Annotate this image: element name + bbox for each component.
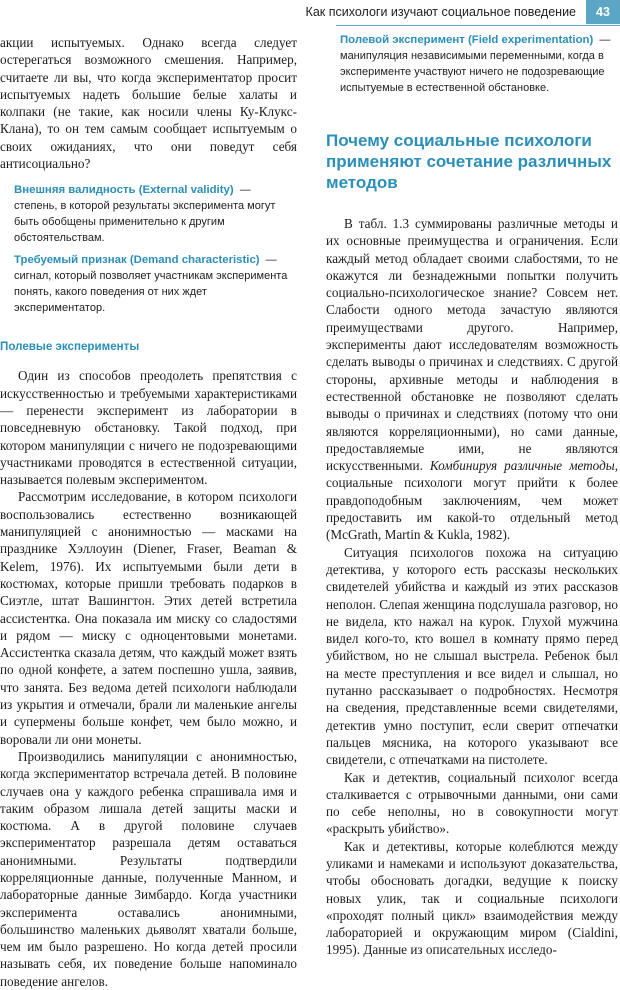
page-header [0,0,620,24]
term-field-experimentation: Полевой эксперимент (Field experimentation) — манипуляция независимыми переменными, когда в эксперименте участвуют ничего не подозревающие испытуемые в естественной обстановке. [340,34,611,94]
term-definition: сигнал, который позволяет участникам эксперимента понять, какого поведения от них ждет экспериментатор. [14,270,288,315]
subheading-field-experiments: Полевые эксперименты [0,340,140,354]
term-name: Полевой эксперимент (Field experimentation) [340,34,594,46]
term-demand-characteristic: Требуемый признак (Demand characteristic) — сигнал, который позволяет участникам эксперимента понять, какого поведения от них ждет экспериментатор. [14,254,288,315]
section-title: Почему социальные психологи применяют сочетание различных методов [326,131,612,192]
term-definition: степень, в которой результаты эксперимента могут быть обобщены применительно к другим обстоятельствам. [14,200,276,245]
body-paragraph: Ситуация психологов похожа на ситуацию детектива, у которого есть рассказы нескольких свидетелей убийства и каждый из этих рассказов неполон. Слепая женщина подслушала разговор, но не видела, кто нажал на курок. Глухой мужчина видел кого-то, кто вошел в комнату прямо перед убийством, но не слышал выстрела. Ребенок был на месте преступления и все видел и слышал, но путанно рассказывает о подробностях. Несмотря на сведения, представленные всеми свидетелями, детектив умно поступит, если сверит отпечатки пальцев мясника, на которого указывают все свидетели, с отпечатками на пистолете. [326,544,618,768]
intro-paragraph: акции испытуемых. Однако всегда следует остерегаться возможного смешения. Например, считаете ли вы, что когда экспериментатор просит испытуемых надеть большие белые халаты и колпаки (не такие, как носили члены Ку-Клукс-Клана), то он тем самым сообщает испытуемым о своих ожиданиях, что они поведут себя антисоциально? [0,35,297,172]
body-paragraph: Производились манипуляции с анонимностью, когда экспериментатор встречала детей. В половине случаев она у каждого ребенка спрашивала имя и таким образом лишала детей защиты маски и костюма. А в другой половине случаев экспериментатор разрешала детям оставаться анонимными. Результаты подтвердили корреляционные данные, полученные Манном, и лабораторные данные Зимбардо. Когда участники эксперимента оставались анонимными, большинство маленьких дьяволят хватали больше, чем им было разрешено. Но когда детей просили называть себя, их поведение больше напоминало поведение ангелов. [0,748,297,989]
header-rule [336,25,620,26]
body-paragraph: Как и детективы, которые колеблются между уликами и намеками и используют доказательства, чтобы обосновать догадки, ведущие к поиску новых улик, так и социальные психологи «проходят полный цикл» взаимодействия между лабораторией и окружающим миром (Cialdini, 1995). Данные из описательных исследо- [326,838,618,958]
left-column [0,34,297,990]
body-paragraph: В табл. 1.3 суммированы различные методы и их основные преимущества и ограничения. Если каждый метод обладает своими слабостями, то не окажутся ли безнадежными попытки получить социально-психологическое знание? Совсем нет. Слабости одного метода зачастую являются преимуществами другого. Например, эксперименты дают исследователям возможность сделать выводы о причинах и следствиях. С другой стороны, архивные методы и наблюдения в естественной обстановке не позволяют сделать выводы о причинах и следствиях (потому что они являются корреляционными), но сами данные, предоставляемые ими, не являются искусственными. Комбинируя различные методы, социальные психологи могут прийти к более правдоподобным заключениям, чем может предоставить им какой-то отдельный метод (McGrath, Martin & Kukla, 1982). [326,216,618,543]
running-title: Как психологи изучают социальное поведение [305,5,576,19]
page-number: 43 [586,0,620,24]
term-definition: манипуляция независимыми переменными, когда в эксперименте участвуют ничего не подозревающие испытуемые в естественной обстановке. [340,50,605,94]
emphasis: Комбинируя различные методы [429,458,615,474]
term-name: Внешняя валидность (External validity) [14,184,234,197]
term-name: Требуемый признак (Demand characteristic) [14,254,260,267]
term-external-validity: Внешняя валидность (External validity) — степень, в которой результаты эксперимента могут быть обобщены применительно к другим обстоятельствам. [14,184,276,245]
body-paragraph: Один из способов преодолеть препятствия с искусственностью и требуемыми характеристиками — перенести эксперимент из лаборатории в повседневную обстановку. Такой подход, при котором манипуляции с ничего не подозревающими участниками проводятся в естественной ситуации, называется полевым экспериментом. [0,368,297,488]
right-column [326,32,618,959]
body-paragraph: Рассмотрим исследование, в котором психологи воспользовались естественно возникающей манипуляцией с анонимностью — масками на празднике Хэллоуин (Diener, Fraser, Beaman & Kelem, 1976). Их испытуемыми были дети в костюмах, которые пришли требовать подарков в Сиэтле, штат Вашингтон. Этих детей встретила ассистентка. Она показала им миску со сладостями и рядом — миску с одноцентовыми монетами. Ассистентка сказала детям, что каждый может взять по одной конфете, а затем поспешно ушла, заявив, что занята. Без ведома детей психологи наблюдали из укрытия и отмечали, брали ли маленькие ангелы и супермены больше конфет, чем было можно, и воровали ли они монеты. [0,489,297,747]
body-paragraph: Как и детектив, социальный психолог всегда сталкивается с отрывочными данными, они сами по себе неполны, но в совокупности могут «раскрыть убийство». [326,769,618,837]
